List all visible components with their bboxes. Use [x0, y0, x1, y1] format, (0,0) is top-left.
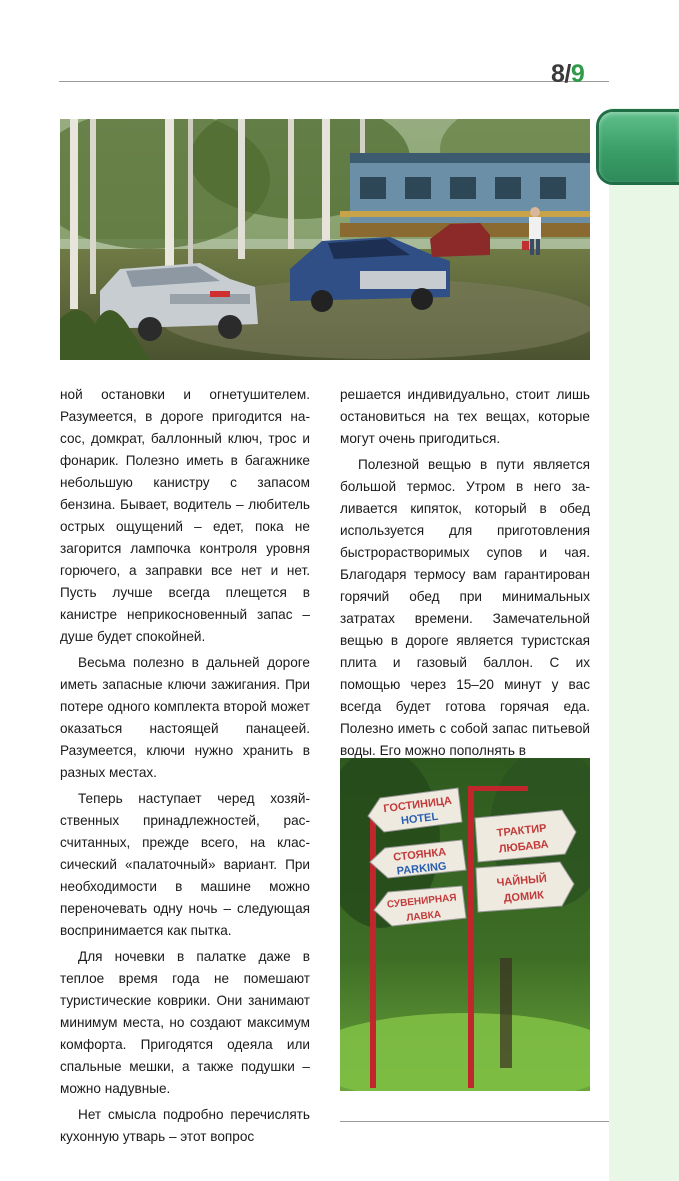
- signpost-photo: [340, 758, 590, 1091]
- text-column-left: [60, 384, 310, 1148]
- sign-tea-1: ЧАЙНЫЙ: [496, 872, 548, 890]
- paragraph: Полезной вещью в пути является большой термос. Утром в него заливается кипяток, который в обед используется для приготовления быстрорастворимых супов и чая. Благодаря термосу вам гарантирован горячий обед при минимальных затратах времени. Замечательной вещью в дороге является туристская плита и газовый баллон. С их помощью через 15–20 минут у вас всегда будет готова горячая еда. Полезно иметь с собой запас питьевой воды. Его можно пополнять в: [340, 457, 590, 758]
- header-rule: [59, 81, 609, 82]
- sign-parking-ru: СТОЯНКА: [392, 846, 447, 864]
- sign-tavern-1: ТРАКТИР: [496, 822, 548, 840]
- sign-souvenir-2: ЛАВКА: [405, 909, 442, 924]
- page-total: 9: [570, 60, 585, 88]
- footer-rule: [340, 1121, 609, 1122]
- side-margin-band: [609, 108, 679, 1181]
- paragraph: Весьма полезно в дальней дороге иметь запасные ключи зажигания. При потере одного комплекта второй может оказаться настоящей панацеей. Разумеется, ключи нужно хранить в разных местах.: [60, 655, 310, 780]
- page-separator: /: [564, 60, 571, 88]
- paragraph: ной остановки и огнетушителем. Разумеется, в дороге пригодится насос, домкрат, баллонный ключ, трос и фонарик. Полезно иметь в багажнике небольшую канистру с запасом бензина. Бывает, водитель – любитель острых ощущений – едет, пока не загорится лампочка контроля уровня горючего, а заправки все нет и нет. Пусть лучше всегда плещется в канистре неприкосновенный запас – душе будет спокойней.: [60, 387, 310, 644]
- sign-hotel-en: HOTEL: [400, 810, 439, 828]
- sign-tavern-2: ЛЮБАВА: [498, 838, 550, 856]
- text-column-right: [340, 384, 590, 762]
- sign-souvenir-1: СУВЕНИРНАЯ: [386, 892, 458, 911]
- paragraph: решается индивидуально, стоит лишь остановиться на тех вещах, которые могут очень пригодиться.: [340, 387, 590, 446]
- chapter-tab: [599, 112, 679, 182]
- sign-parking-en: PARKING: [396, 860, 448, 878]
- campsite-photo: [60, 119, 590, 360]
- sign-hotel-ru: ГОСТИНИЦА: [382, 794, 453, 816]
- sign-tea-2: ДОМИК: [503, 889, 545, 905]
- paragraph: Для ночевки в палатке даже в теплое время года не помешают туристические коврики. Они занимают минимум места, но создают максимум комфорта. Пригодятся одеяла или спальные мешки, а также подушки – можно надувные.: [60, 949, 310, 1096]
- paragraph: Теперь наступает черед хозяйственных принадлежностей, рассчитанных, прежде всего, на классический «палаточный» вариант. При необходимости в машине можно переночевать одну ночь – следующая воспринимается как пытка.: [60, 791, 310, 938]
- paragraph: Нет смысла подробно перечислять кухонную утварь – этот вопрос: [60, 1107, 310, 1144]
- page-current: 8: [551, 60, 565, 88]
- page-counter: [551, 58, 584, 90]
